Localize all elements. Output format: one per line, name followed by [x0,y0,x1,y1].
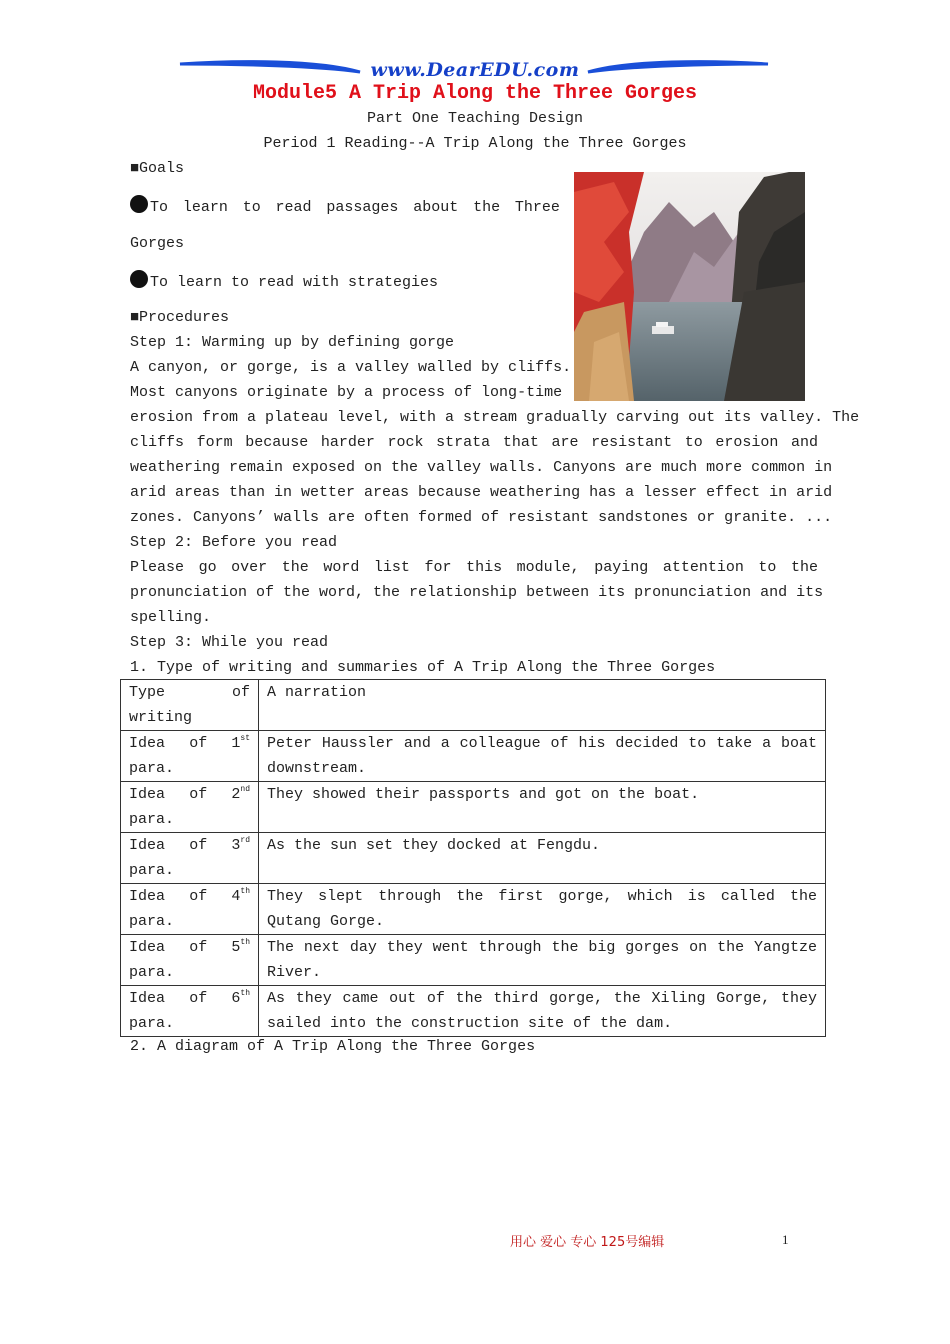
subtitle-teaching-design: Part One Teaching Design [366,110,584,127]
footer-note: 用心 爱心 专心 125号编辑 [510,1235,665,1250]
paragraph-line: erosion from a plateau level, with a stream gradually carving out its valley. The [130,409,860,426]
three-gorges-photo [574,172,805,401]
step-1-heading: Step 1: Warming up by defining gorge [130,334,455,351]
document-title: Module5 A Trip Along the Three Gorges [252,82,698,105]
row-label-word: Idea [129,786,166,803]
table-row [121,935,826,986]
goal-word: about [413,199,459,216]
row-content-cell: They slept through the first gorge, which is called the Qutang Gorge. [259,884,826,935]
goals-heading: ■Goals [130,160,185,177]
row-label-cell [121,884,259,935]
table-row [121,731,826,782]
procedures-heading: ■Procedures [130,309,230,326]
goal-word: passages [326,199,399,216]
summary-table [120,679,826,1037]
row-label-word: of [189,888,208,905]
subtitle-period: Period 1 Reading--A Trip Along the Three Gorges [263,135,687,152]
paragraph-line: pronunciation of the word, the relationship between its pronunciation and its [130,584,824,601]
goal-item-2 [130,270,438,295]
goal-item-1 [130,195,560,220]
goal-word: to [242,199,261,216]
paragraph-line: zones. Canyons’ walls are often formed of resistant sandstones or granite. ... [130,509,833,526]
row-label-word: para. [129,862,175,879]
paragraph-line: spelling. [130,609,212,626]
row-label-word: Type [129,684,166,701]
table-row [121,833,826,884]
row-label-word: of [189,837,208,854]
page-number: 1 [782,1232,789,1247]
row-label-cell [121,680,259,731]
row-label-word: of [189,786,208,803]
paragraph-ordinal: 2nd [231,785,250,803]
row-label-word: writing [129,709,193,726]
step-2-heading: Step 2: Before you read [130,534,338,551]
goal-word: Three [514,199,560,216]
row-content-cell: Peter Haussler and a colleague of his decided to take a boat downstream. [259,731,826,782]
paragraph-line: Most canyons originate by a process of long-time [130,384,563,401]
table-row [121,884,826,935]
row-label-cell [121,782,259,833]
row-label-word: para. [129,760,175,777]
goal-word: learn [182,199,228,216]
table-row [121,680,826,731]
row-label-word: Idea [129,990,166,1007]
goal-item-1-continued: Gorges [130,235,185,252]
row-content-cell: The next day they went through the big gorges on the Yangtze River. [259,935,826,986]
goal-word: To [150,199,169,216]
row-label-word: para. [129,964,175,981]
row-label-word: of [231,684,250,701]
step-3-heading: Step 3: While you read [130,634,329,651]
row-label-word: Idea [129,735,166,752]
section-item-2: 2. A diagram of A Trip Along the Three Gorges [130,1038,536,1055]
paragraph-line: Please go over the word list for this module, paying attention to the [130,559,818,576]
row-label-word: Idea [129,939,166,956]
table-row [121,986,826,1037]
row-label-cell [121,731,259,782]
paragraph-ordinal: 6th [231,989,250,1007]
row-label-word: Idea [129,888,166,905]
goal-word: the [473,199,501,216]
row-label-cell [121,986,259,1037]
goal-word: read [275,199,312,216]
paragraph-line: cliffs form because harder rock strata that are resistant to erosion and [130,434,818,451]
paragraph-line: arid areas than in wetter areas because weathering has a lesser effect in arid [130,484,833,501]
paragraph-ordinal: 1st [231,734,250,752]
brand-logo-text: www.DearEDU.com [370,59,580,81]
row-label-word: Idea [129,837,166,854]
row-content-cell: A narration [259,680,826,731]
paragraph-ordinal: 4th [231,887,250,905]
row-label-word: of [189,990,208,1007]
row-label-word: para. [129,811,175,828]
row-label-word: of [189,735,208,752]
row-content-cell: As they came out of the third gorge, the Xiling Gorge, they sailed into the construction site of the dam. [259,986,826,1037]
row-label-word: para. [129,1015,175,1032]
paragraph-line: weathering remain exposed on the valley walls. Canyons are much more common in [130,459,833,476]
row-content-cell: As the sun set they docked at Fengdu. [259,833,826,884]
row-label-word: of [189,939,208,956]
row-label-cell [121,833,259,884]
row-content-cell: They showed their passports and got on the boat. [259,782,826,833]
paragraph-ordinal: 5th [231,938,250,956]
row-label-word: para. [129,913,175,930]
bullet-icon [130,195,148,213]
paragraph-line: A canyon, or gorge, is a valley walled by cliffs. [130,359,572,376]
paragraph-ordinal: 3rd [231,836,250,854]
goal-item-2-text: To learn to read with strategies [150,274,439,291]
section-item-1: 1. Type of writing and summaries of A Trip Along the Three Gorges [130,659,716,676]
table-row [121,782,826,833]
bullet-icon [130,270,148,288]
row-label-cell [121,935,259,986]
